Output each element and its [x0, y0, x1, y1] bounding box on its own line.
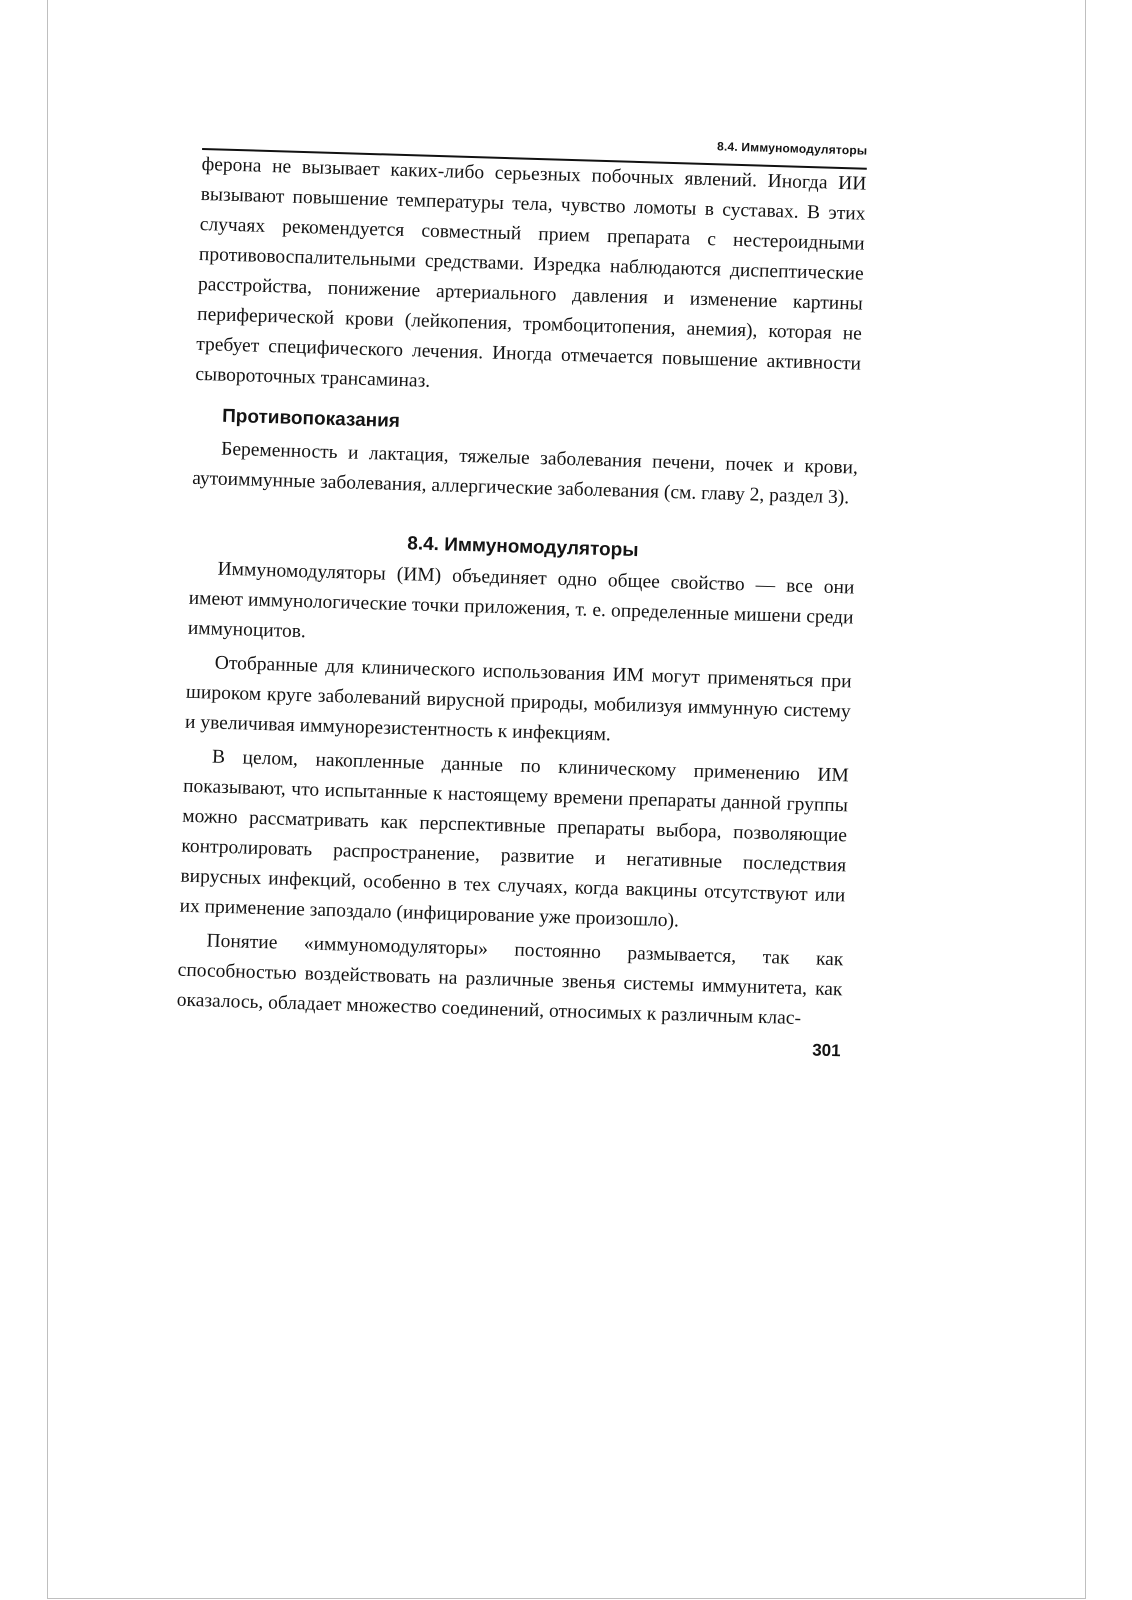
page-number: 301 [811, 1040, 841, 1061]
contraindications-heading: Противопоказания [221, 405, 401, 432]
paragraph: В целом, накопленные данные по клиническому применению ИМ показывают, что испытанные к настоящему времени препараты данной группы можно рассматривать как перспективные препараты выбора, позволяющие контролировать распространение, развитие и негативные последствия вирусных инфекций, особенно в тех случаях, когда вакцины отсутствуют или их применение запоздало (инфицирование уже произошло). [179, 746, 850, 932]
page-sheet [47, 0, 1086, 1599]
paragraph: ферона не вызывает каких-либо серьезных побочных явлений. Иногда ИИ вызывают повышение температуры тела, чувство ломоты в суставах. В этих случаях рекомендуется совместный прием препарата с нестероидными противовоспалительными средствами. Изредка наблюдаются диспептические расстройства, понижение артериального давления и изменение картины периферической крови (лейкопения, тромбоцитопения, анемия), которая не требует специфического лечения. Иногда отмечается повышение активности сывороточных трансаминаз. [195, 153, 867, 392]
page-body [176, 150, 866, 1035]
section-title: 8.4. Иммуномодуляторы [406, 533, 639, 562]
book-page [176, 118, 868, 1061]
paragraph: Отобранные для клинического использования ИМ могут применяться при широком круге заболеваний вирусной природы, мобилизуя иммунную систему и увеличивая иммунорезистентность к инфекциям. [184, 652, 852, 746]
paragraph: Понятие «иммуномодуляторы» постоянно размывается, так как способностью воздействовать на различные звенья системы иммунитета, как оказалось, обладает множество соединений, относимых к различным клас- [176, 930, 844, 1030]
paragraph: Иммуномодуляторы (ИМ) объединяет одно общее свойство — все они имеют иммунологические точки приложения, т. е. определенные мишени среди иммуноцитов. [187, 558, 855, 643]
contraindications-text: Беременность и лактация, тяжелые заболевания печени, почек и крови, аутоиммунные заболевания, аллергические заболевания (см. главу 2, раздел 3). [191, 438, 859, 509]
running-head-text: 8.4. Иммуномодуляторы [716, 139, 868, 158]
